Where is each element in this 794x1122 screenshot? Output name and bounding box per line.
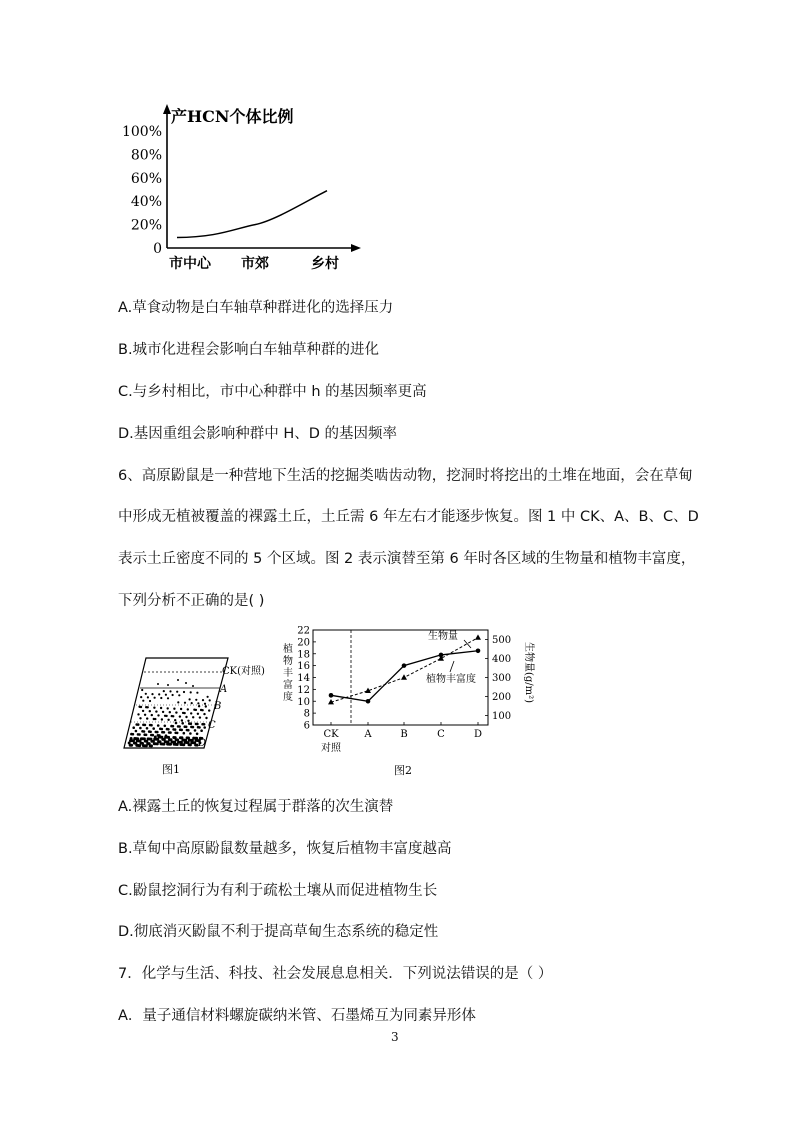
fig1-label-ck: CK(对照) [222, 666, 265, 677]
soil-dot [207, 696, 209, 698]
soil-dot [163, 690, 165, 692]
fig2-left-tick-label: 14 [297, 673, 310, 684]
hcn-y-tick-label: 80% [130, 147, 162, 164]
fig2-richness-point [402, 663, 407, 668]
soil-dot [177, 679, 179, 681]
soil-dot [187, 741, 190, 744]
soil-dot [147, 696, 149, 698]
soil-dot [197, 713, 199, 715]
soil-dot [173, 741, 176, 744]
soil-dot [184, 739, 187, 742]
soil-dot [195, 699, 197, 701]
soil-dot [169, 743, 172, 746]
soil-dot [140, 696, 142, 698]
soil-dot [154, 697, 156, 699]
soil-dot [176, 691, 178, 693]
q6-stem-line-4: 下列分析不正确的是( ) [118, 593, 265, 609]
soil-dot [167, 684, 169, 686]
fig2-caption: 图2 [394, 764, 412, 777]
soil-dot [159, 740, 162, 743]
fig1-label-a: A [220, 684, 228, 695]
soil-dot [152, 740, 155, 743]
soil-dot [197, 702, 199, 704]
fig2-left-tick-label: 16 [297, 661, 310, 673]
soil-dot [180, 741, 183, 744]
soil-dot [205, 705, 207, 707]
soil-dot [196, 733, 199, 736]
soil-dot [154, 736, 157, 739]
soil-dot [183, 712, 185, 714]
fig2-richness-point [366, 699, 371, 704]
hcn-y-tick-label: 40% [130, 194, 162, 211]
soil-dot [189, 732, 192, 735]
hcn-chart [115, 96, 375, 276]
soil-dot [137, 723, 140, 726]
soil-dot [163, 731, 166, 734]
soil-dot [175, 711, 177, 713]
q5-option-d: D.基因重组会影响种群中 H、D 的基因频率 [118, 426, 398, 442]
soil-dot [167, 741, 170, 744]
q5-option-b: B.城市化进程会影响白车轴草种群的进化 [118, 342, 380, 358]
fig2-left-tick-label: 6 [303, 720, 310, 732]
soil-dot [151, 714, 153, 716]
fig1-label-c: C [208, 720, 216, 731]
soil-dot [187, 720, 189, 722]
soil-dot [185, 726, 188, 729]
soil-dot [190, 712, 192, 714]
soil-dot [192, 726, 195, 729]
q5-option-a: A.草食动物是白车轴草种群进化的选择压力 [118, 300, 394, 316]
q6-option-d: D.彻底消灭鼢鼠不利于提高草甸生态系统的稳定性 [118, 924, 439, 940]
soil-dot [164, 725, 167, 728]
soil-dot [144, 714, 146, 716]
soil-dot [172, 694, 174, 696]
soil-dot [180, 708, 182, 710]
soil-dot [144, 724, 147, 727]
soil-dot [176, 743, 179, 746]
hcn-y-tick-label: 100% [121, 124, 162, 140]
soil-dot [177, 701, 179, 703]
fig1-label-b: B [214, 701, 222, 712]
fig2-biomass-point [475, 634, 481, 639]
soil-dot [139, 717, 141, 719]
soil-dot [187, 708, 189, 710]
soil-dot [150, 724, 153, 727]
soil-dot [198, 705, 200, 707]
soil-dot [134, 742, 137, 745]
soil-dot [132, 726, 135, 729]
fig2-legend-richness-pointer [450, 661, 454, 672]
fig2-right-axis-label: 生物量(g/m²) [523, 642, 534, 704]
soil-dot [174, 736, 177, 739]
soil-dot [172, 725, 175, 728]
fig2-ck-sublabel: 对照 [321, 743, 341, 754]
fig2-left-axis-char: 物 [283, 656, 293, 667]
soil-dot [191, 702, 193, 704]
soil-dot [176, 732, 179, 735]
fig1-caption: 图1 [162, 763, 180, 776]
soil-dot [145, 744, 148, 747]
soil-dot [163, 738, 166, 741]
fig2-legend-biomass-pointer [464, 640, 471, 648]
soil-dot [161, 728, 164, 731]
fig2-left-tick-label: 10 [297, 696, 310, 708]
soil-dot [199, 716, 201, 718]
soil-dot [150, 744, 153, 747]
soil-dot [192, 685, 194, 687]
soil-dot [180, 736, 183, 739]
soil-dot [128, 742, 131, 745]
soil-dot [176, 738, 179, 741]
q7-option-a: A．量子通信材料螺旋碳纳米管、石墨烯互为同素异形体 [118, 1008, 476, 1024]
soil-dot [160, 707, 162, 709]
soil-dot [183, 691, 185, 693]
soil-dot [141, 742, 144, 745]
soil-dot [190, 722, 193, 725]
soil-dot [192, 716, 194, 718]
soil-dot [209, 699, 211, 701]
fig2-legend-richness: 植物丰富度 [426, 674, 476, 685]
soil-dot [141, 689, 143, 691]
fig2-right-tick-label: 100 [492, 711, 512, 722]
hcn-y-tick-label: 60% [130, 170, 162, 187]
soil-dot [130, 737, 133, 740]
soil-dot [138, 744, 141, 747]
q7-stem: 7．化学与生活、科技、社会发展息息相关．下列说法错误的是（ ） [118, 966, 553, 982]
fig2-left-axis-char: 丰 [283, 668, 293, 679]
hcn-curve [177, 191, 327, 238]
soil-dot [150, 738, 153, 741]
soil-dot [193, 741, 196, 744]
page-number: 3 [391, 1030, 399, 1044]
hcn-y-tick-label: 20% [130, 217, 162, 234]
soil-dot [204, 703, 206, 705]
fig2-left-axis-char: 植 [283, 644, 293, 655]
figure-1 [118, 650, 265, 780]
q6-stem-line-2: 中形成无植被覆盖的裸露土丘，土丘需 6 年左右才能逐步恢复。图 1 中 CK、A、B、C、D [118, 509, 699, 525]
hcn-x-arrow [351, 244, 361, 252]
soil-dot [169, 731, 172, 734]
q6-option-b: B.草甸中高原鼢鼠数量越多，恢复后植物丰富度越高 [118, 841, 452, 857]
soil-dot [185, 716, 187, 718]
fig2-right-tick-label: 300 [492, 673, 512, 684]
soil-dot [173, 708, 175, 710]
soil-dot [149, 700, 151, 702]
fig2-x-tick-label: CK [323, 729, 339, 740]
q6-stem-line-3: 表示土丘密度不同的 5 个区域。图 2 表示演替至第 6 年时各区域的生物量和植物丰富度， [118, 551, 696, 567]
soil-dot [196, 692, 198, 694]
fig2-left-tick-label: 8 [303, 708, 310, 720]
soil-dot [201, 709, 203, 711]
fig2-right-tick-label: 500 [492, 635, 512, 646]
soil-dot [132, 733, 135, 736]
soil-dot [175, 722, 178, 725]
q5-option-c: C.与乡村相比，市中心种群中 h 的基因频率更高 [118, 384, 427, 400]
soil-dot [145, 740, 148, 743]
soil-dot [162, 743, 165, 746]
soil-dot [181, 719, 183, 721]
soil-dot [160, 736, 163, 739]
hcn-x-tick-label: 市郊 [241, 256, 269, 272]
soil-dot [187, 737, 190, 740]
hcn-x-tick-label: 市中心 [169, 256, 211, 272]
soil-dot [167, 728, 170, 731]
soil-dot [182, 743, 185, 746]
soil-dot [153, 707, 155, 709]
soil-dot [178, 725, 181, 728]
soil-dot [185, 682, 187, 684]
soil-dot [161, 718, 163, 720]
soil-dot [174, 728, 177, 731]
fig2-legend-biomass: 生物量 [428, 631, 458, 642]
fig2-richness-point [329, 693, 334, 698]
soil-dot [178, 694, 180, 696]
soil-dot [139, 727, 142, 730]
soil-dot [155, 710, 157, 712]
fig1-label-d: D [198, 738, 207, 749]
fig2-biomass-line [331, 638, 478, 703]
soil-dot [203, 713, 205, 715]
soil-dot [165, 694, 167, 696]
fig2-x-tick-label: D [473, 729, 483, 740]
fig2-left-axis-char: 富 [283, 680, 293, 691]
soil-dot [136, 737, 139, 740]
soil-dot [148, 742, 151, 745]
soil-dot [195, 709, 197, 711]
soil-dot [143, 737, 146, 740]
soil-dot [156, 731, 159, 734]
fig2-left-tick-label: 18 [297, 649, 310, 661]
soil-dot [180, 729, 183, 732]
soil-dot [137, 713, 139, 715]
soil-dot [146, 727, 149, 730]
hcn-y-axis-label: 产HCN个体比例 [171, 107, 294, 126]
soil-dot [142, 700, 144, 702]
fig2-left-tick-label: 12 [297, 684, 310, 696]
soil-dot [157, 683, 159, 685]
q6-option-a: A.裸露土丘的恢复过程属于群落的次生演替 [118, 799, 394, 815]
fig2-richness-point [476, 648, 481, 653]
soil-dot [145, 693, 147, 695]
soil-dot [149, 710, 151, 712]
soil-dot [174, 719, 176, 721]
soil-dot [135, 730, 138, 733]
hcn-x-tick-label: 乡村 [311, 256, 339, 272]
soil-dot [140, 706, 142, 708]
soil-dot [203, 726, 206, 729]
soil-dot [167, 736, 170, 739]
soil-dot [162, 711, 164, 713]
soil-dot [139, 740, 142, 743]
q6-stem-line-1: 6、高原鼢鼠是一种营地下生活的挖掘类啮齿动物，挖洞时将挖出的土堆在地面，会在草甸 [118, 468, 693, 484]
soil-dot [167, 697, 169, 699]
soil-dot [132, 739, 135, 742]
hcn-y-tick-label: 0 [153, 241, 162, 257]
soil-dot [138, 733, 141, 736]
soil-dot [170, 738, 173, 741]
soil-dot [191, 739, 194, 742]
soil-dot [172, 715, 174, 717]
soil-dot [149, 731, 152, 734]
soil-dot [157, 714, 159, 716]
fig2-right-tick-label: 400 [492, 654, 512, 665]
soil-dot [169, 711, 171, 713]
soil-dot [167, 719, 169, 721]
soil-dot [196, 723, 199, 726]
soil-dot [208, 709, 210, 711]
soil-dot [156, 738, 159, 741]
soil-dot [183, 732, 186, 735]
soil-dot [165, 715, 167, 717]
soil-dot [184, 702, 186, 704]
q6-option-c: C.鼢鼠挖洞行为有利于疏松土壤从而促进植物生长 [118, 883, 438, 899]
soil-dot [181, 722, 184, 725]
fig2-x-tick-label: C [437, 729, 445, 740]
soil-dot [152, 727, 155, 730]
soil-dot [147, 706, 149, 708]
soil-dot [143, 730, 146, 733]
soil-dot [157, 724, 160, 727]
soil-dot [189, 698, 191, 700]
soil-dot [142, 710, 144, 712]
soil-dot [179, 715, 181, 717]
soil-dot [145, 734, 148, 737]
fig2-left-axis-char: 度 [283, 692, 293, 703]
soil-dot [205, 717, 207, 719]
soil-dot [156, 742, 159, 745]
soil-dot [187, 729, 190, 732]
fig2-biomass-point [401, 674, 407, 679]
soil-dot [190, 691, 192, 693]
soil-dot [198, 726, 201, 729]
fig2-x-tick-label: B [400, 729, 408, 740]
soil-dot [167, 707, 169, 709]
soil-dot [158, 693, 160, 695]
soil-dot [160, 697, 162, 699]
fig2-x-tick-label: A [364, 729, 372, 740]
fig2-left-tick-label: 20 [297, 637, 310, 649]
soil-dot [203, 723, 206, 726]
soil-dot [194, 729, 197, 732]
soil-dot [152, 734, 155, 737]
soil-dot [202, 699, 204, 701]
soil-dot [189, 743, 192, 746]
soil-dot [151, 693, 153, 695]
fig2-left-tick-label: 22 [297, 625, 310, 637]
soil-dot [130, 744, 133, 747]
soil-dot [200, 729, 203, 732]
fig2-right-tick-label: 200 [492, 692, 512, 703]
soil-dot [146, 717, 148, 719]
figure-2 [278, 620, 538, 780]
soil-dot [169, 690, 171, 692]
soil-dot [154, 718, 156, 720]
hcn-y-arrow [163, 104, 171, 114]
